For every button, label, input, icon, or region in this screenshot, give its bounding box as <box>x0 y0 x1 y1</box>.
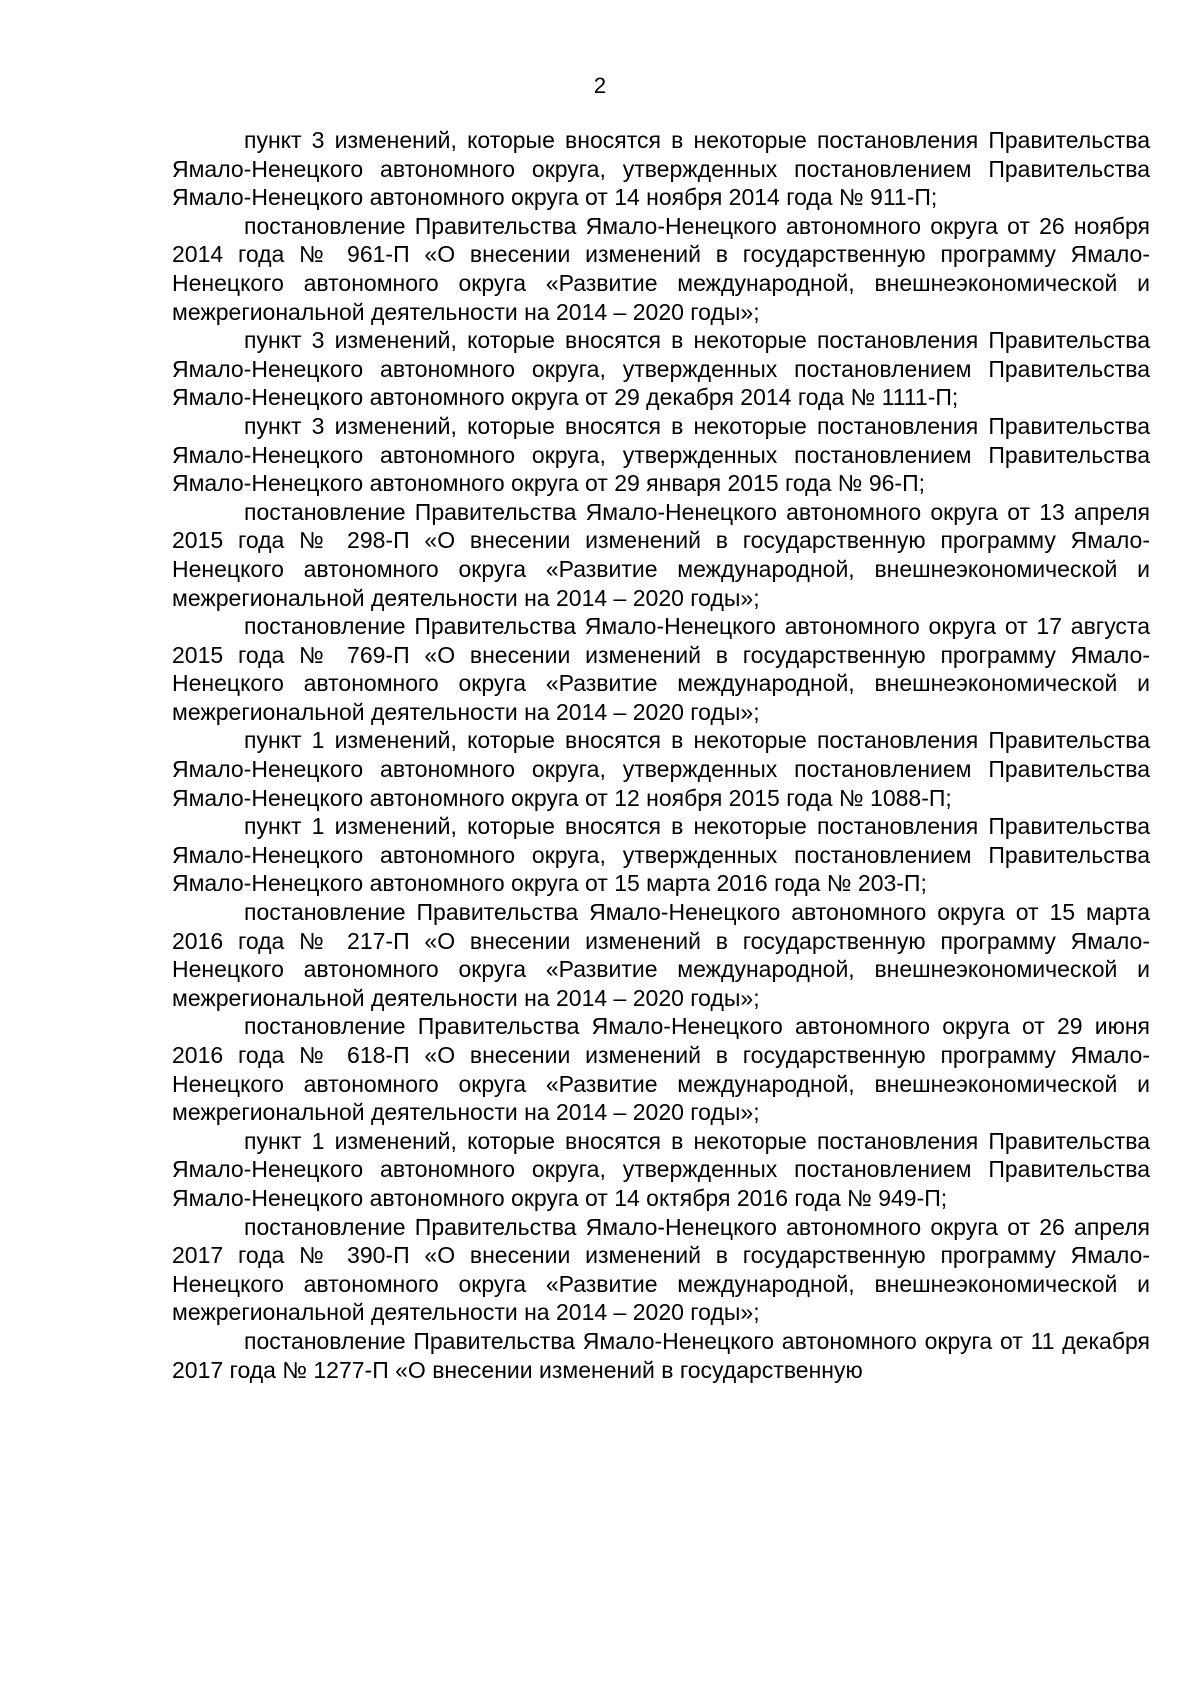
paragraph: постановление Правительства Ямало-Ненецкого автономного округа от 17 августа 2015 года № 769-П «О внесении изменений в государственную программу Ямало-Ненецкого автономного округа «Развитие международной, внешнеэкономической и межрегиональной деятельности на 2014 – 2020 годы»; <box>172 613 1150 725</box>
paragraph: постановление Правительства Ямало-Ненецкого автономного округа от 26 ноября 2014 года № 961-П «О внесении изменений в государственную программу Ямало-Ненецкого автономного округа «Развитие международной, внешнеэкономической и межрегиональной деятельности на 2014 – 2020 годы»; <box>172 212 1150 325</box>
paragraph: пункт 1 изменений, которые вносятся в некоторые постановления Правительства Ямало-Ненецкого автономного округа, утвержденных постановлением Правительства Ямало-Ненецкого автономного округа от 15 марта 2016 года № 203-П; <box>172 813 1150 897</box>
page-number: 2 <box>593 73 607 98</box>
paragraph: пункт 1 изменений, которые вносятся в некоторые постановления Правительства Ямало-Ненецкого автономного округа, утвержденных постановлением Правительства Ямало-Ненецкого автономного округа от 14 октября 2016 года № 949-П; <box>172 1127 1150 1211</box>
paragraph: постановление Правительства Ямало-Ненецкого автономного округа от 15 марта 2016 года № 217-П «О внесении изменений в государственную программу Ямало-Ненецкого автономного округа «Развитие международной, внешнеэкономической и межрегиональной деятельности на 2014 – 2020 годы»; <box>172 899 1150 1011</box>
paragraph: постановление Правительства Ямало-Ненецкого автономного округа от 26 апреля 2017 года № 390-П «О внесении изменений в государственную программу Ямало-Ненецкого автономного округа «Развитие международной, внешнеэкономической и межрегиональной деятельности на 2014 – 2020 годы»; <box>172 1213 1150 1326</box>
paragraph: постановление Правительства Ямало-Ненецкого автономного округа от 11 декабря 2017 года № 1277-П «О внесении изменений в государственную <box>172 1327 1150 1383</box>
paragraph: пункт 3 изменений, которые вносятся в некоторые постановления Правительства Ямало-Ненецкого автономного округа, утвержденных постановлением Правительства Ямало-Ненецкого автономного округа от 14 ноября 2014 года № 911-П; <box>172 127 1150 211</box>
paragraph: постановление Правительства Ямало-Ненецкого автономного округа от 13 апреля 2015 года № 298-П «О внесении изменений в государственную программу Ямало-Ненецкого автономного округа «Развитие международной, внешнеэкономической и межрегиональной деятельности на 2014 – 2020 годы»; <box>172 498 1150 611</box>
paragraph: пункт 1 изменений, которые вносятся в некоторые постановления Правительства Ямало-Ненецкого автономного округа, утвержденных постановлением Правительства Ямало-Ненецкого автономного округа от 12 ноября 2015 года № 1088-П; <box>172 727 1150 811</box>
document-body <box>172 126 1150 1384</box>
paragraph: постановление Правительства Ямало-Ненецкого автономного округа от 29 июня 2016 года № 618-П «О внесении изменений в государственную программу Ямало-Ненецкого автономного округа «Развитие международной, внешнеэкономической и межрегиональной деятельности на 2014 – 2020 годы»; <box>172 1013 1150 1126</box>
paragraph: пункт 3 изменений, которые вносятся в некоторые постановления Правительства Ямало-Ненецкого автономного округа, утвержденных постановлением Правительства Ямало-Ненецкого автономного округа от 29 декабря 2014 года № 1111-П; <box>172 327 1150 411</box>
paragraph: пункт 3 изменений, которые вносятся в некоторые постановления Правительства Ямало-Ненецкого автономного округа, утвержденных постановлением Правительства Ямало-Ненецкого автономного округа от 29 января 2015 года № 96-П; <box>172 412 1150 497</box>
